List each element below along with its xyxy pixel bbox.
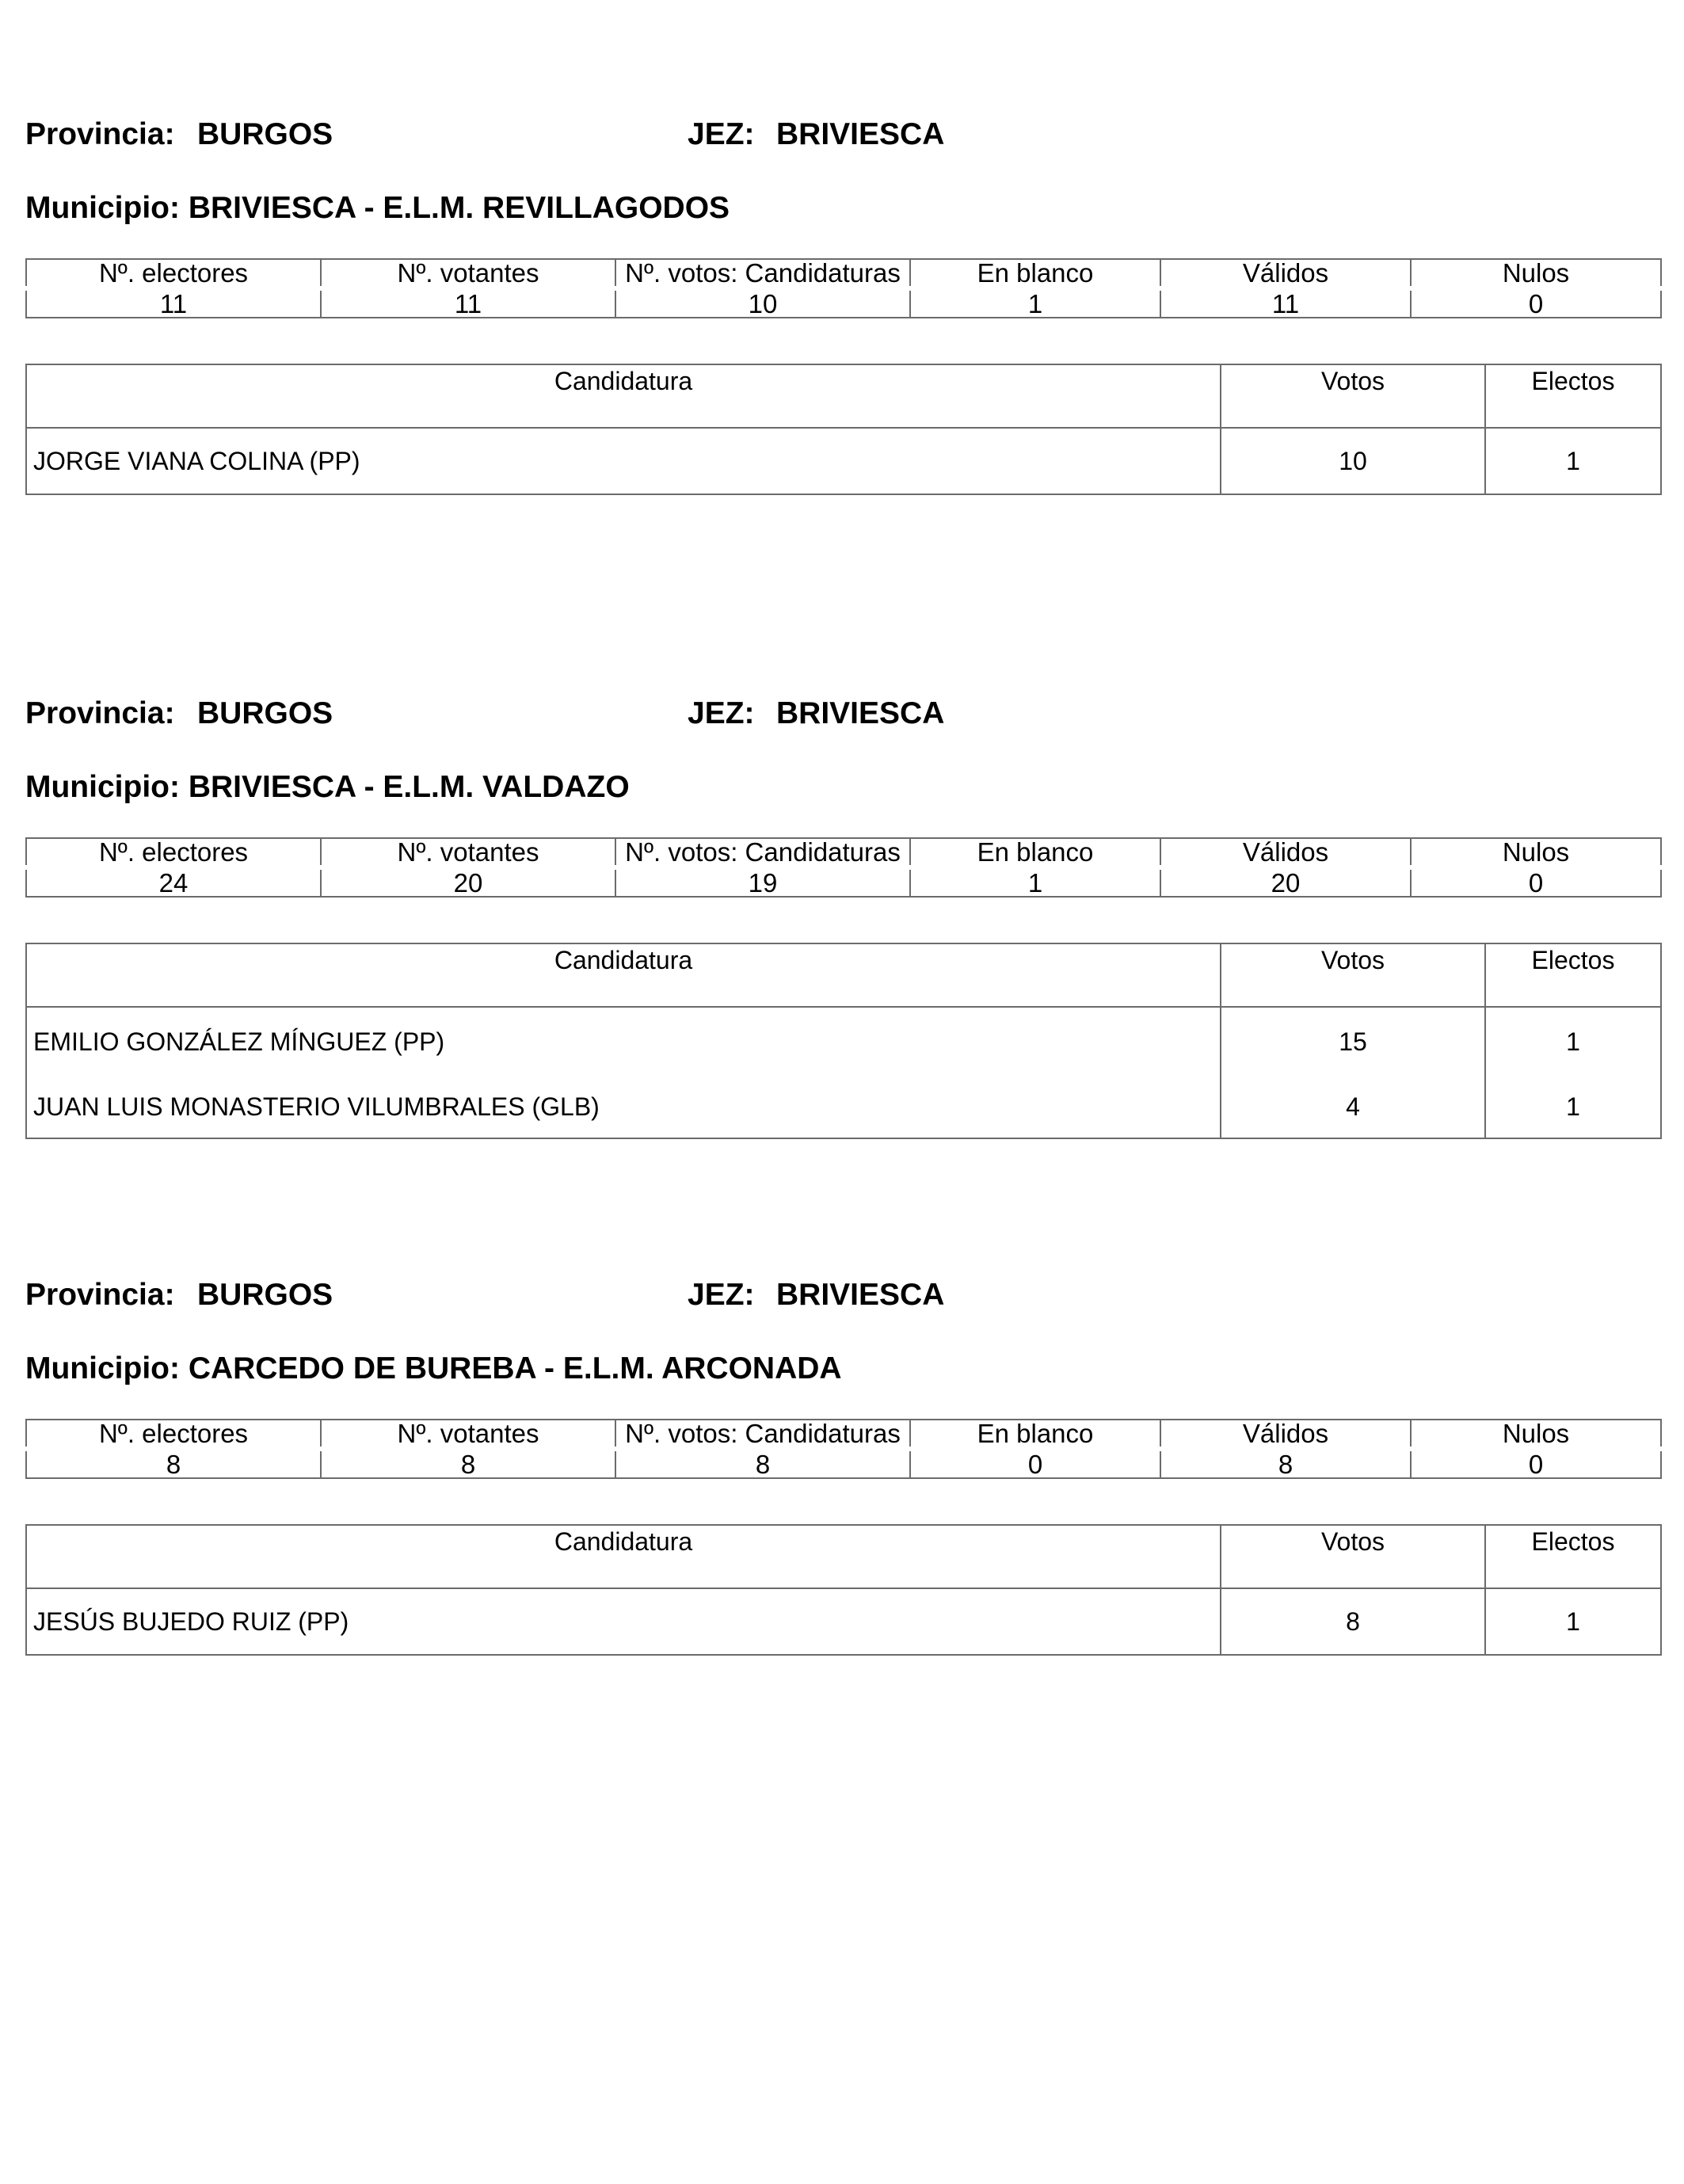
stats-value-validos: 8	[1160, 1449, 1411, 1478]
candidate-votos: 8	[1221, 1588, 1485, 1655]
candidates-table	[25, 1524, 1662, 1656]
stats-value-en-blanco: 0	[910, 1449, 1160, 1478]
candidate-electos: 1	[1485, 428, 1661, 494]
stats-header-row	[26, 1420, 1661, 1449]
municipio-label: Municipio:	[25, 191, 180, 225]
stats-value-votos-candidaturas: 8	[615, 1449, 910, 1478]
stats-table	[25, 837, 1662, 898]
candidates-header-candidatura: Candidatura	[26, 364, 1221, 428]
candidate-votos: 10	[1221, 428, 1485, 494]
stats-header-en-blanco: En blanco	[910, 838, 1160, 867]
stats-value-validos: 11	[1160, 288, 1411, 318]
candidate-votos: 4	[1221, 1075, 1485, 1138]
municipio-value: BRIVIESCA - E.L.M. REVILLAGODOS	[188, 191, 730, 225]
stats-value-electores: 24	[26, 867, 321, 897]
stats-header-votos-candidaturas: Nº. votos: Candidaturas	[615, 259, 910, 288]
stats-header-validos: Válidos	[1160, 838, 1411, 867]
candidates-header-electos: Electos	[1485, 1525, 1661, 1588]
candidate-row	[26, 1007, 1661, 1075]
candidate-row	[26, 428, 1661, 494]
stats-header-votantes: Nº. votantes	[321, 838, 615, 867]
stats-value-electores: 8	[26, 1449, 321, 1478]
candidate-name: JORGE VIANA COLINA (PP)	[26, 428, 1221, 494]
stats-value-en-blanco: 1	[910, 867, 1160, 897]
stats-header-nulos: Nulos	[1411, 1420, 1661, 1449]
stats-value-votantes: 20	[321, 867, 615, 897]
candidates-header-candidatura: Candidatura	[26, 943, 1221, 1007]
candidates-header-candidatura: Candidatura	[26, 1525, 1221, 1588]
municipio-label: Municipio:	[25, 1351, 180, 1385]
candidate-row	[26, 1075, 1661, 1138]
stats-header-votos-candidaturas: Nº. votos: Candidaturas	[615, 838, 910, 867]
stats-value-en-blanco: 1	[910, 288, 1160, 318]
candidates-header-electos: Electos	[1485, 943, 1661, 1007]
jez-label: JEZ:	[688, 1278, 755, 1312]
candidate-electos: 1	[1485, 1007, 1661, 1075]
candidates-header-row	[26, 943, 1661, 1007]
stats-value-validos: 20	[1160, 867, 1411, 897]
stats-value-row	[26, 867, 1661, 897]
jez-label: JEZ:	[688, 117, 755, 151]
municipio-title	[25, 1351, 842, 1387]
stats-value-row	[26, 1449, 1661, 1478]
stats-table	[25, 1419, 1662, 1479]
stats-header-votantes: Nº. votantes	[321, 259, 615, 288]
candidate-name: EMILIO GONZÁLEZ MÍNGUEZ (PP)	[26, 1007, 1221, 1075]
candidate-row	[26, 1588, 1661, 1655]
provincia-value: BURGOS	[197, 1278, 333, 1312]
stats-value-votos-candidaturas: 19	[615, 867, 910, 897]
municipio-title	[25, 190, 730, 227]
stats-header-validos: Válidos	[1160, 259, 1411, 288]
candidate-electos: 1	[1485, 1588, 1661, 1655]
stats-value-nulos: 0	[1411, 1449, 1661, 1478]
jez-value: BRIVIESCA	[776, 696, 945, 730]
stats-header-nulos: Nulos	[1411, 838, 1661, 867]
candidate-votos: 15	[1221, 1007, 1485, 1075]
candidates-header-row	[26, 1525, 1661, 1588]
jez-value: BRIVIESCA	[776, 1278, 945, 1312]
provincia-label: Provincia:	[25, 1278, 175, 1312]
candidate-electos: 1	[1485, 1075, 1661, 1138]
candidates-header-row	[26, 364, 1661, 428]
provincia-value: BURGOS	[197, 117, 333, 151]
municipio-title	[25, 769, 630, 806]
stats-header-electores: Nº. electores	[26, 838, 321, 867]
stats-header-votantes: Nº. votantes	[321, 1420, 615, 1449]
stats-value-nulos: 0	[1411, 288, 1661, 318]
municipio-value: BRIVIESCA - E.L.M. VALDAZO	[188, 770, 630, 804]
municipio-label: Municipio:	[25, 770, 180, 804]
stats-header-electores: Nº. electores	[26, 1420, 321, 1449]
jez-value: BRIVIESCA	[776, 117, 945, 151]
stats-value-nulos: 0	[1411, 867, 1661, 897]
stats-header-row	[26, 838, 1661, 867]
stats-value-row	[26, 288, 1661, 318]
candidates-header-electos: Electos	[1485, 364, 1661, 428]
candidate-name: JUAN LUIS MONASTERIO VILUMBRALES (GLB)	[26, 1075, 1221, 1138]
stats-header-en-blanco: En blanco	[910, 259, 1160, 288]
stats-header-validos: Válidos	[1160, 1420, 1411, 1449]
stats-value-electores: 11	[26, 288, 321, 318]
candidates-table	[25, 364, 1662, 495]
stats-value-votos-candidaturas: 10	[615, 288, 910, 318]
candidates-table	[25, 943, 1662, 1139]
candidate-name: JESÚS BUJEDO RUIZ (PP)	[26, 1588, 1221, 1655]
jez-label: JEZ:	[688, 696, 755, 730]
municipio-value: CARCEDO DE BUREBA - E.L.M. ARCONADA	[188, 1351, 842, 1385]
provincia-label: Provincia:	[25, 117, 175, 151]
candidates-header-votos: Votos	[1221, 943, 1485, 1007]
stats-value-votantes: 11	[321, 288, 615, 318]
stats-header-electores: Nº. electores	[26, 259, 321, 288]
stats-value-votantes: 8	[321, 1449, 615, 1478]
stats-header-row	[26, 259, 1661, 288]
candidates-header-votos: Votos	[1221, 364, 1485, 428]
stats-table	[25, 258, 1662, 318]
provincia-value: BURGOS	[197, 696, 333, 730]
stats-header-nulos: Nulos	[1411, 259, 1661, 288]
stats-header-en-blanco: En blanco	[910, 1420, 1160, 1449]
stats-header-votos-candidaturas: Nº. votos: Candidaturas	[615, 1420, 910, 1449]
provincia-label: Provincia:	[25, 696, 175, 730]
candidates-header-votos: Votos	[1221, 1525, 1485, 1588]
